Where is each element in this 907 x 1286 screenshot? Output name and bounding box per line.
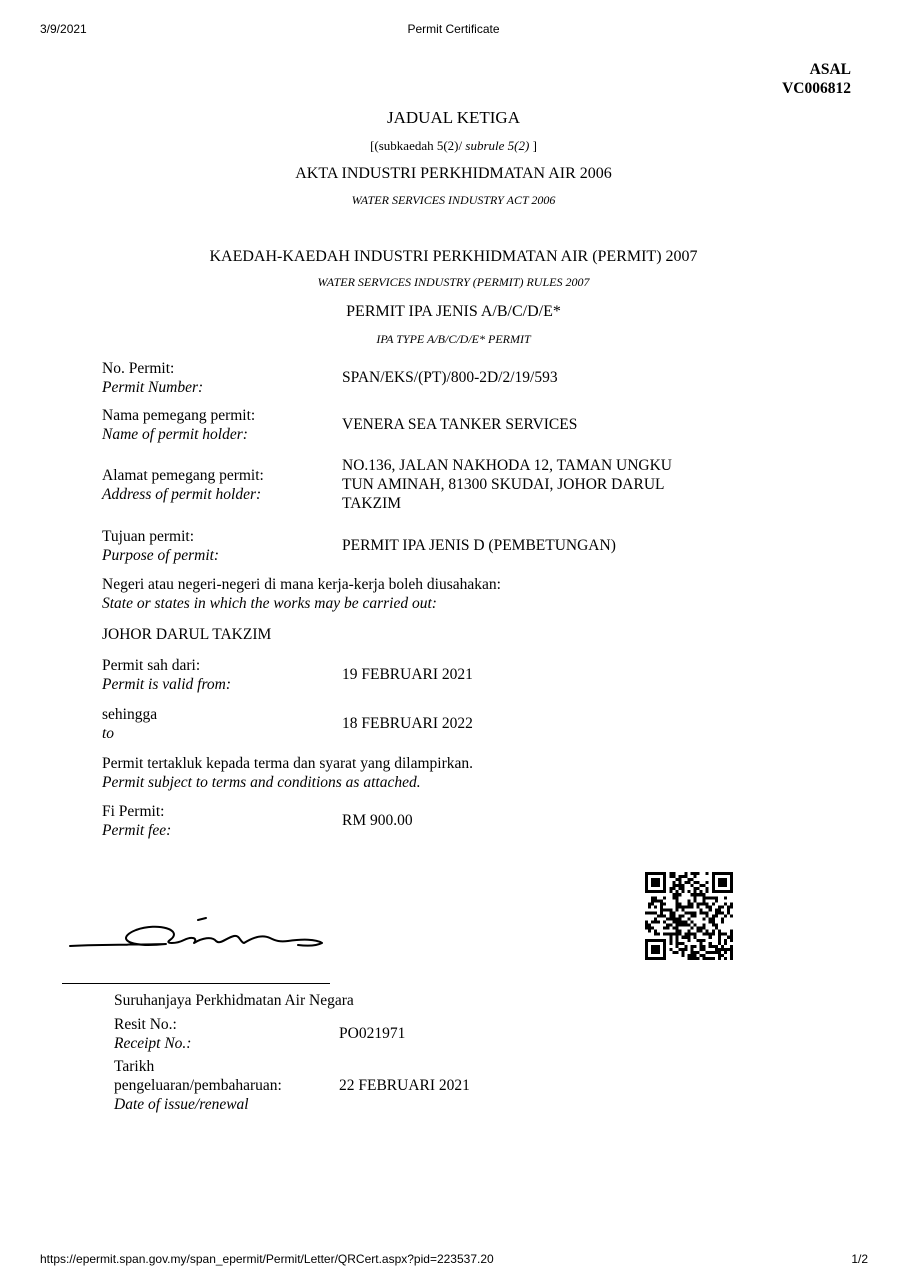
valid-from-label-en: Permit is valid from: — [102, 676, 232, 693]
purpose-value: PERMIT IPA JENIS D (PEMBETUNGAN) — [342, 537, 616, 554]
receipt-label — [114, 1015, 191, 1053]
permit-number-label-en: Permit Number: — [102, 379, 204, 396]
fee-label — [102, 802, 171, 840]
permit-type-ms: PERMIT IPA JENIS A/B/C/D/E* — [346, 303, 561, 320]
holder-address-label-en: Address of permit holder: — [102, 486, 262, 503]
valid-to-value: 18 FEBRUARI 2022 — [342, 715, 473, 732]
holder-name-label-en: Name of permit holder: — [102, 426, 248, 443]
issue-date-label-ms-2: pengeluaran/pembaharuan: — [114, 1077, 282, 1094]
receipt-label-ms: Resit No.: — [114, 1016, 177, 1033]
signature-line — [62, 983, 330, 984]
copy-type: ASAL — [809, 61, 851, 78]
issue-date-value: 22 FEBRUARI 2021 — [339, 1077, 470, 1094]
fee-value: RM 900.00 — [342, 812, 413, 829]
holder-name-label — [102, 406, 255, 444]
fee-label-en: Permit fee: — [102, 822, 172, 839]
permit-number-value: SPAN/EKS/(PT)/800-2D/2/19/593 — [342, 369, 558, 386]
address-line-2: TUN AMINAH, 81300 SKUDAI, JOHOR DARUL — [342, 476, 665, 493]
states-label-en: State or states in which the works may be carried out: — [102, 595, 437, 612]
subrule-reference — [0, 138, 907, 154]
qr-code-icon — [645, 872, 733, 960]
address-line-1: NO.136, JALAN NAKHODA 12, TAMAN UNGKU — [342, 457, 672, 474]
holder-address-label-ms: Alamat pemegang permit: — [102, 467, 264, 484]
print-page-title: Permit Certificate — [407, 22, 500, 36]
subrule-ms: [(subkaedah 5(2)/ — [370, 138, 466, 153]
issuer-name: Suruhanjaya Perkhidmatan Air Negara — [114, 992, 354, 1009]
copy-type-block — [782, 60, 851, 98]
receipt-value: PO021971 — [339, 1025, 406, 1042]
print-page-number: 1/2 — [851, 1252, 868, 1266]
print-url: https://epermit.span.gov.my/span_epermit/Permit/Letter/QRCert.aspx?pid=223537.20 — [40, 1252, 494, 1266]
terms-note-en: Permit subject to terms and conditions as attached. — [102, 774, 421, 791]
states-label-ms: Negeri atau negeri-negeri di mana kerja-kerja boleh diusahakan: — [102, 576, 501, 593]
subrule-close: ] — [529, 138, 537, 153]
valid-from-label — [102, 656, 231, 694]
holder-name-value: VENERA SEA TANKER SERVICES — [342, 416, 578, 433]
holder-address-label — [102, 466, 264, 504]
print-date: 3/9/2021 — [40, 22, 87, 36]
terms-note-ms: Permit tertakluk kepada terma dan syarat yang dilampirkan. — [102, 755, 474, 772]
schedule-title: JADUAL KETIGA — [387, 108, 520, 127]
valid-to-label-en: to — [102, 725, 115, 742]
permit-type-en: IPA TYPE A/B/C/D/E* PERMIT — [376, 332, 531, 346]
terms-note — [102, 754, 473, 792]
rules-title-en: WATER SERVICES INDUSTRY (PERMIT) RULES 2007 — [317, 275, 590, 289]
purpose-label-en: Purpose of permit: — [102, 547, 220, 564]
serial-number: VC006812 — [782, 80, 851, 97]
valid-to-label — [102, 705, 157, 743]
purpose-label — [102, 527, 219, 565]
signature-image — [66, 908, 328, 958]
holder-address-value — [342, 456, 672, 513]
act-title-en: WATER SERVICES INDUSTRY ACT 2006 — [351, 193, 556, 207]
valid-to-label-ms: sehingga — [102, 706, 158, 723]
fee-label-ms: Fi Permit: — [102, 803, 165, 820]
valid-from-label-ms: Permit sah dari: — [102, 657, 201, 674]
address-line-3: TAKZIM — [342, 495, 402, 512]
holder-name-label-ms: Nama pemegang permit: — [102, 407, 256, 424]
purpose-label-ms: Tujuan permit: — [102, 528, 195, 545]
valid-from-value: 19 FEBRUARI 2021 — [342, 666, 473, 683]
rules-title-ms: KAEDAH-KAEDAH INDUSTRI PERKHIDMATAN AIR (PERMIT) 2007 — [209, 248, 698, 265]
states-label — [102, 575, 501, 613]
act-title-ms: AKTA INDUSTRI PERKHIDMATAN AIR 2006 — [295, 165, 612, 182]
issue-date-label-ms-1: Tarikh — [114, 1058, 155, 1075]
permit-number-label — [102, 359, 203, 397]
issue-date-label-en: Date of issue/renewal — [114, 1096, 249, 1113]
receipt-label-en: Receipt No.: — [114, 1035, 192, 1052]
states-value: JOHOR DARUL TAKZIM — [102, 626, 272, 643]
permit-number-label-ms: No. Permit: — [102, 360, 175, 377]
issue-date-label — [114, 1057, 282, 1114]
subrule-en: subrule 5(2) — [465, 138, 530, 153]
